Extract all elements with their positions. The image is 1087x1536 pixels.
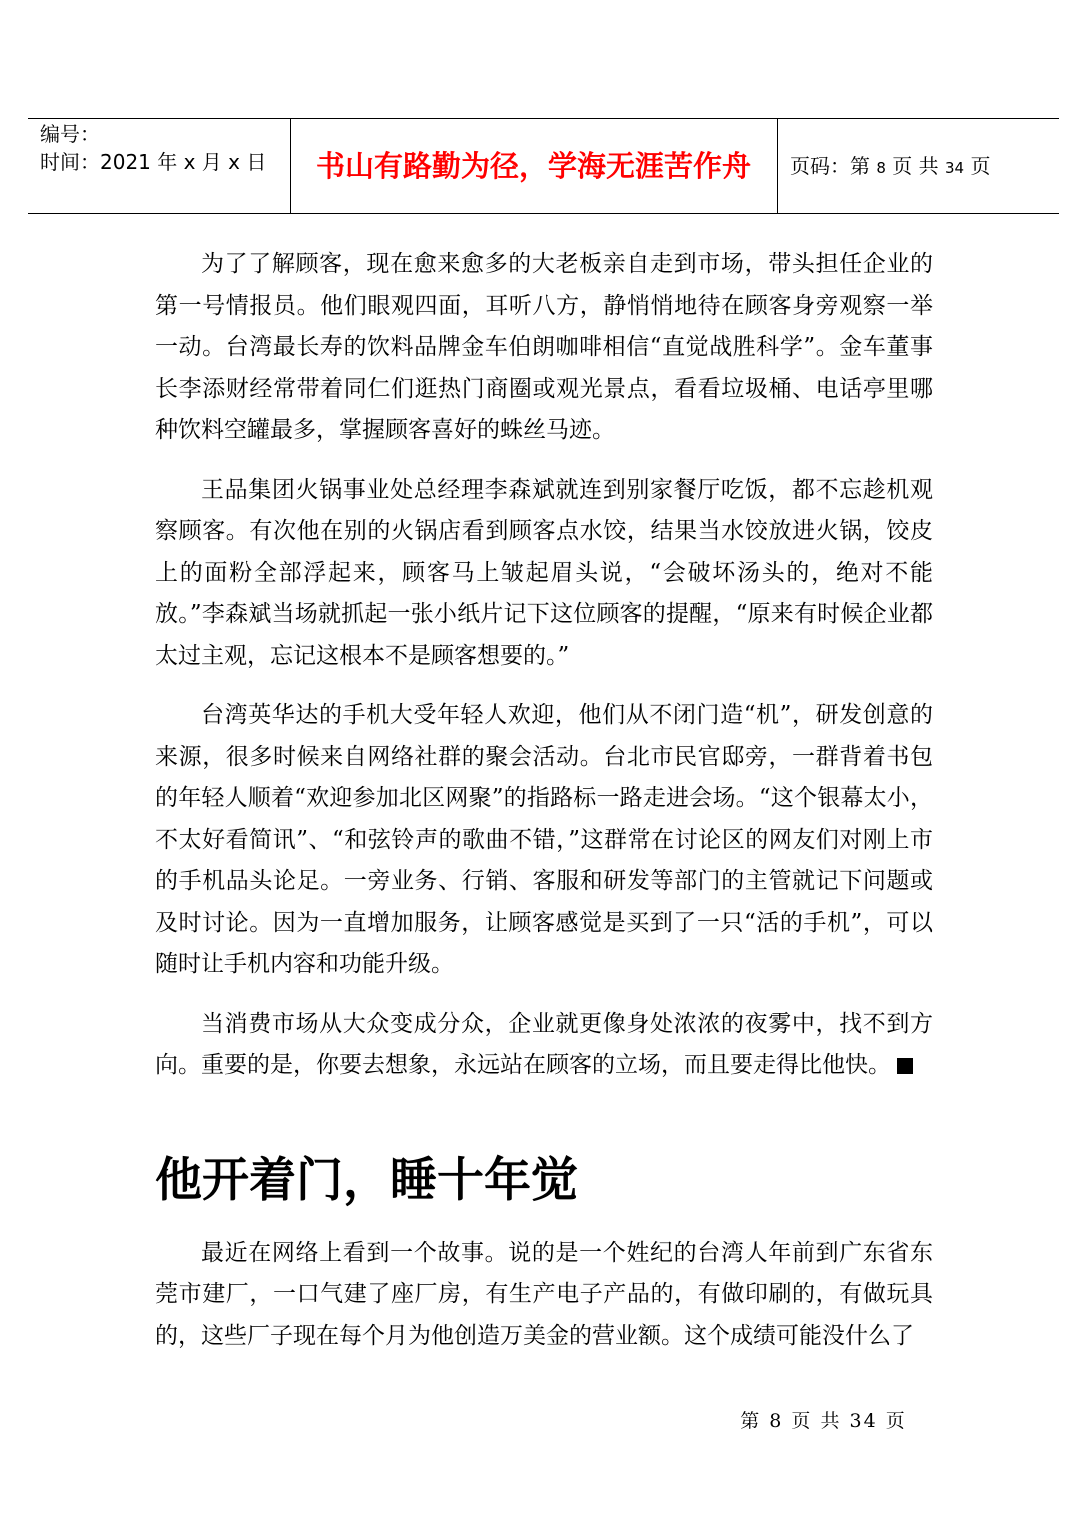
page-total: 34 (944, 159, 965, 177)
document-body (155, 244, 933, 1375)
serial-label: 编号： (40, 122, 100, 146)
page-indicator (790, 153, 990, 181)
document-header (28, 118, 1059, 214)
page-number: 8 (876, 159, 886, 177)
header-motto-cell (290, 119, 778, 213)
page-footer (0, 1406, 1087, 1433)
header-info-cell (28, 119, 291, 213)
paragraph-3: 台湾英华达的手机大受年轻人欢迎，他们从不闭门造“机”，研发创意的来源，很多时候来自网络社群的聚会活动。台北市民官邸旁，一群背着书包的年轻人顺着“欢迎参加北区网聚”的指路标一路走进会场。“这个银幕太小，不太好看简讯”、“和弦铃声的歌曲不错，”这群常在讨论区的网友们对刚上市的手机品头论足。一旁业务、行销、客服和研发等部门的主管就记下问题或及时讨论。因为一直增加服务，让顾客感觉是买到了一只“活的手机”，可以随时让手机内容和功能升级。 (155, 702, 933, 977)
paragraph-5: 最近在网络上看到一个故事。说的是一个姓纪的台湾人年前到广东省东莞市建厂，一口气建了座厂房，有生产电子产品的，有做印刷的，有做玩具的，这些厂子现在每个月为他创造万美金的营业额。这个成绩可能没什么了 (155, 1239, 933, 1349)
page-prefix: 页码：第 (790, 154, 870, 178)
page-mid: 页 共 (892, 154, 939, 178)
date-label: 时间：2021 年 x 月 x 日 (40, 150, 267, 174)
section-heading: 他开着门，睡十年觉 (155, 1152, 578, 1208)
footer-page-text: 第 8 页 共 34 页 (740, 1410, 907, 1432)
paragraph-4-text: 当消费市场从大众变成分众，企业就更像身处浓浓的夜雾中，找不到方向。重要的是，你要去想象，永远站在顾客的立场，而且要走得比他快。 (155, 1010, 933, 1078)
header-page-cell (778, 119, 1059, 213)
page-suffix: 页 (970, 154, 991, 178)
motto-text: 书山有路勤为径，学海无涯苦作舟 (315, 149, 751, 183)
end-square-icon (897, 1058, 913, 1074)
paragraph-2: 王品集团火锅事业处总经理李森斌就连到别家餐厅吃饭，都不忘趁机观察顾客。有次他在别的火锅店看到顾客点水饺，结果当水饺放进火锅，饺皮上的面粉全部浮起来，顾客马上皱起眉头说，“会破坏汤头的，绝对不能放。”李森斌当场就抓起一张小纸片记下这位顾客的提醒，“原来有时候企业都太过主观，忘记这根本不是顾客想要的。” (155, 476, 933, 669)
paragraph-4 (155, 1004, 933, 1087)
paragraph-1: 为了了解顾客，现在愈来愈多的大老板亲自走到市场，带头担任企业的第一号情报员。他们眼观四面，耳听八方，静悄悄地待在顾客身旁观察一举一动。台湾最长寿的饮料品牌金车伯朗咖啡相信“直觉战胜科学”。金车董事长李添财经常带着同仁们逛热门商圈或观光景点，看看垃圾桶、电话亭里哪种饮料空罐最多，掌握顾客喜好的蛛丝马迹。 (155, 251, 933, 443)
